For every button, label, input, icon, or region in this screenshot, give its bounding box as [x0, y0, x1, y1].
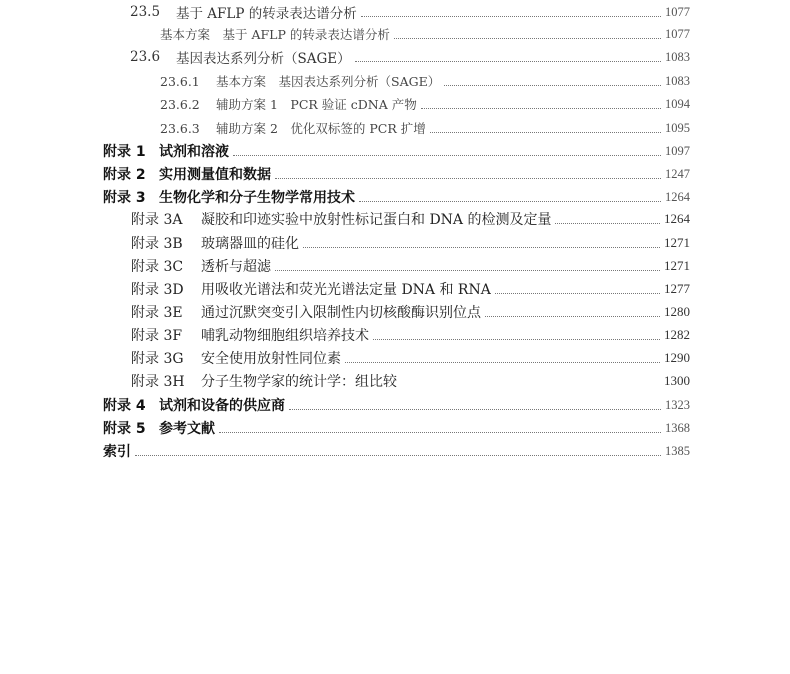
toc-entry-title: 辅助方案 1 PCR 验证 cDNA 产物: [216, 97, 417, 112]
toc-entry[interactable]: [160, 93, 690, 115]
toc-entry-number: 附录 3D: [131, 282, 184, 298]
toc-entry-number: 23.6.2: [160, 96, 200, 112]
toc-entry-title: 实用测量值和数据: [159, 167, 271, 183]
toc-entry-page: 1368: [665, 420, 690, 435]
toc-entry-title: 基于 AFLP 的转录表达谱分析: [176, 6, 357, 22]
toc-entry-page: 1264: [664, 211, 690, 226]
toc-entry-number: 附录 3A: [131, 212, 183, 228]
toc-entry-number: 附录 3: [103, 190, 146, 206]
toc-entry-title: 哺乳动物细胞组织培养技术: [201, 328, 369, 344]
dot-leader: [361, 15, 661, 17]
toc-entry-number: 23.5: [130, 4, 161, 20]
toc-entry-title: 基本方案 基于 AFLP 的转录表达谱分析: [160, 27, 390, 42]
toc-entry-number: 附录 4: [103, 398, 146, 414]
toc-entry-title: 参考文献: [159, 421, 215, 437]
toc-entry[interactable]: [131, 301, 690, 323]
toc-entry-page: 1282: [664, 327, 690, 342]
dot-leader: [233, 154, 661, 156]
toc-entry-page: 1083: [665, 49, 690, 64]
toc-entry[interactable]: [160, 70, 690, 92]
toc-entry[interactable]: [103, 394, 690, 416]
toc-entry-page: 1077: [665, 26, 690, 41]
toc-entry-title: 玻璃器皿的硅化: [201, 236, 299, 252]
toc-entry-title: 通过沉默突变引入限制性内切核酸酶识别位点: [201, 305, 481, 321]
toc-entry[interactable]: [131, 255, 690, 277]
toc-entry[interactable]: [131, 232, 690, 254]
toc-entry-title: 分子生物学家的统计学：组比较: [201, 374, 397, 390]
toc-entry-title: 基因表达系列分析（SAGE）: [176, 51, 351, 67]
dot-leader: [355, 60, 661, 62]
toc-entry-page: 1280: [664, 304, 690, 319]
toc-entry[interactable]: [103, 186, 690, 208]
dot-leader: [401, 384, 660, 386]
dot-leader: [485, 315, 660, 317]
toc-entry-page: 1300: [664, 373, 690, 388]
toc-entry-number: 23.6.1: [160, 73, 200, 89]
toc-entry-title: 辅助方案 2 优化双标签的 PCR 扩增: [216, 121, 426, 136]
dot-leader: [373, 338, 660, 340]
dot-leader: [430, 131, 661, 133]
toc-entry-number: 23.6: [130, 49, 161, 65]
toc-entry-number: 附录 3B: [131, 236, 183, 252]
toc-entry-page: 1247: [665, 166, 690, 181]
toc-entry-number: 附录 5: [103, 421, 146, 437]
toc-entry-page: 1385: [665, 443, 690, 458]
toc-entry-page: 1323: [665, 397, 690, 412]
toc-entry[interactable]: [103, 163, 690, 185]
toc-entry-title: 试剂和溶液: [159, 144, 229, 160]
toc-entry[interactable]: [131, 278, 690, 300]
toc-entry-number: 附录 3C: [131, 259, 184, 275]
dot-leader: [444, 84, 661, 86]
toc-entry[interactable]: [160, 117, 690, 139]
dot-leader: [275, 177, 661, 179]
toc-entry-title: 安全使用放射性同位素: [201, 351, 341, 367]
toc-entry-number: 附录 3G: [131, 351, 184, 367]
toc-entry[interactable]: [131, 347, 690, 369]
toc-entry-page: 1271: [664, 258, 690, 273]
toc-entry[interactable]: [160, 23, 690, 45]
toc-entry-title: 基本方案 基因表达系列分析（SAGE）: [216, 74, 441, 89]
dot-leader: [394, 37, 661, 39]
toc-entry-page: 1095: [665, 120, 690, 135]
toc-entry-number: 附录 3H: [131, 374, 185, 390]
toc-entry-number: 附录 1: [103, 144, 146, 160]
dot-leader: [421, 107, 661, 109]
toc-entry[interactable]: [130, 1, 690, 23]
toc-entry[interactable]: [103, 417, 690, 439]
toc-entry-title: 透析与超滤: [201, 259, 271, 275]
dot-leader: [219, 431, 661, 433]
toc-entry[interactable]: [131, 324, 690, 346]
toc-entry-page: 1077: [665, 4, 690, 19]
toc-entry[interactable]: [131, 370, 690, 392]
toc-entry-number: 附录 2: [103, 167, 146, 183]
toc-entry-title: 用吸收光谱法和荧光光谱法定量 DNA 和 RNA: [201, 282, 491, 298]
toc-entry-page: 1271: [664, 235, 690, 250]
toc-entry-page: 1290: [664, 350, 690, 365]
dot-leader: [303, 246, 660, 248]
dot-leader: [359, 200, 661, 202]
toc-entry-title: 索引: [103, 444, 131, 460]
toc-entry-number: 23.6.3: [160, 120, 200, 136]
dot-leader: [555, 222, 660, 224]
toc-entry-page: 1277: [664, 281, 690, 296]
toc-entry-number: 附录 3F: [131, 328, 183, 344]
toc-entry-title: 凝胶和印迹实验中放射性标记蛋白和 DNA 的检测及定量: [201, 212, 552, 228]
toc-entry-page: 1097: [665, 143, 690, 158]
dot-leader: [345, 361, 660, 363]
toc-entry[interactable]: [131, 208, 690, 230]
toc-entry-title: 生物化学和分子生物学常用技术: [159, 190, 355, 206]
toc-entry-number: 附录 3E: [131, 305, 183, 321]
toc-entry-page: 1264: [665, 189, 690, 204]
toc-entry[interactable]: [103, 440, 690, 462]
toc-entry-title: 试剂和设备的供应商: [159, 398, 285, 414]
dot-leader: [275, 269, 660, 271]
dot-leader: [289, 408, 661, 410]
toc-entry[interactable]: [130, 46, 690, 68]
dot-leader: [495, 292, 660, 294]
toc-entry[interactable]: [103, 140, 690, 162]
dot-leader: [135, 454, 661, 456]
toc-entry-page: 1094: [665, 96, 690, 111]
toc-entry-page: 1083: [665, 73, 690, 88]
